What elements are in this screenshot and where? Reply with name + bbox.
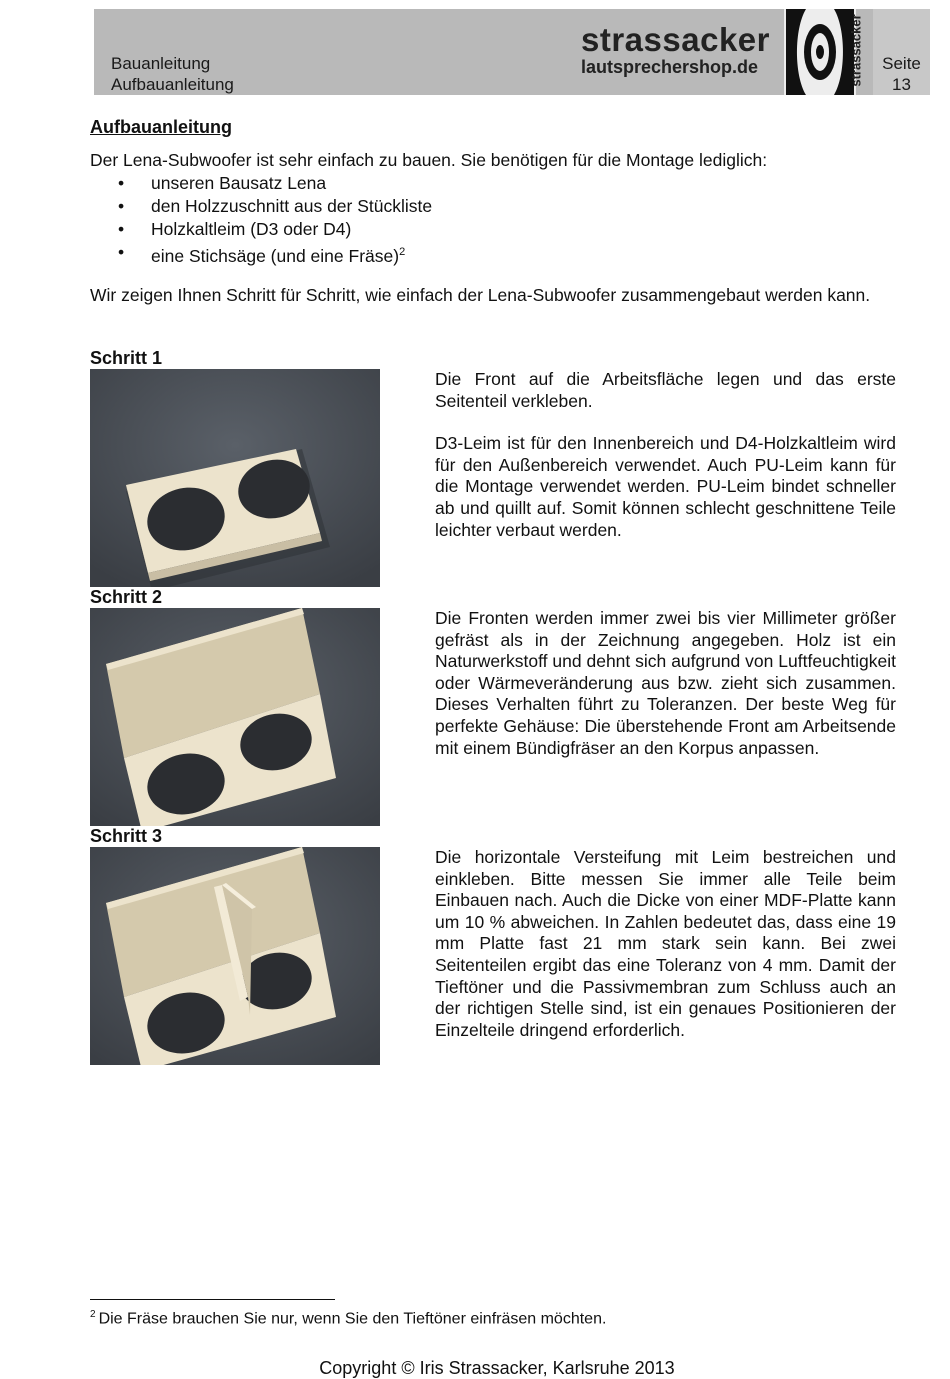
list-item: • Holzkaltleim (D3 oder D4): [90, 218, 432, 241]
brand-name: strassacker: [581, 21, 770, 58]
footnote-number: 2: [90, 1309, 96, 1320]
requirements-list: [90, 172, 432, 268]
step-1-label: Schritt 1: [90, 348, 163, 368]
header-line-1: Bauanleitung: [111, 54, 211, 73]
list-item: • unseren Bausatz Lena: [90, 172, 432, 195]
step-3-paragraph: Die horizontale Versteifung mit Leim bestreichen und einkleben. Bitte messen Sie immer alle Teile beim Einbauen nach. Auch die Dicke von einer MDF-Platte kann um 10 % abweichen. In Zahlen bedeutet das, dass eine 19 mm Platte fast 21 mm stark sein kann. Bei zwei Seitenteilen ergibt das eine Toleranz von 4 mm. Damit der Tieftöner und die Passivmembran zum Schluss auch an der richtigen Stelle sind, ist ein genaues Positionieren der Einzelteile dringend erforderlich.: [435, 847, 896, 1040]
footnote-reference: 2: [399, 246, 406, 258]
footnote-divider: [90, 1299, 335, 1300]
brand-logo-text: [581, 23, 770, 76]
list-item: • eine Stichsäge (und eine Fräse)$^2$: [90, 241, 432, 268]
intro-paragraph-2: Wir zeigen Ihnen Schritt für Schritt, wie einfach der Lena-Subwoofer zusammengebaut werden kann.: [90, 285, 871, 305]
step-1-text: [435, 369, 896, 562]
step-2-label: Schritt 2: [90, 587, 163, 607]
copyright-footer: Copyright © Iris Strassacker, Karlsruhe 2013: [319, 1358, 675, 1378]
step-1-image: [90, 369, 380, 587]
page-number: 13: [892, 75, 911, 94]
step-2-image: [90, 608, 380, 826]
speaker-logo-icon: [784, 9, 856, 95]
footnote: [90, 1305, 606, 1329]
step-1-paragraph: D3-Leim ist für den Innenbereich und D4-Holzkaltleim wird für den Außenbereich verwendet. Auch PU-Leim kann für die Montage verwendet werden. PU-Leim bindet schneller ab und quillt auf. Somit können schlecht geschnittene Teile leichter verbaut werden.: [435, 433, 896, 540]
step-2-text: [435, 608, 896, 780]
header-titles: [111, 53, 234, 95]
step-3-label: Schritt 3: [90, 826, 163, 846]
step-3-image: [90, 847, 380, 1065]
step-3-text: [435, 847, 896, 1062]
brand-vertical: [848, 9, 872, 95]
page-label: Seite: [882, 54, 921, 73]
list-item: • den Holzzuschnitt aus der Stückliste: [90, 195, 432, 218]
brand-vertical-text: strassacker: [848, 14, 864, 87]
header-line-2: Aufbauanleitung: [111, 75, 234, 94]
section-title: Aufbauanleitung: [90, 117, 232, 137]
page-header: [94, 9, 930, 95]
intro-text: Der Lena-Subwoofer ist sehr einfach zu bauen. Sie benötigen für die Montage lediglich:: [90, 150, 768, 170]
step-2-paragraph: Die Fronten werden immer zwei bis vier Millimeter größer gefräst als in der Zeichnung angegeben. Holz ist ein Naturwerkstoff und dehnt sich aufgrund von Luftfeuchtigkeit oder Wärmeveränderung aus bzw. zieht sich zusammen. Dieses Verhalten führt zu Toleranzen. Der beste Weg für perfekte Gehäuse: Die überstehende Front am Arbeitsende mit einem Bündigfräser an den Korpus anpassen.: [435, 608, 896, 758]
page-number-box: [873, 9, 930, 95]
brand-site: lautsprechershop.de: [581, 57, 759, 77]
footnote-text: Die Fräse brauchen Sie nur, wenn Sie den Tieftöner einfräsen möchten.: [98, 1310, 607, 1328]
step-1-paragraph: Die Front auf die Arbeitsfläche legen und das erste Seitenteil verkleben.: [435, 369, 896, 411]
